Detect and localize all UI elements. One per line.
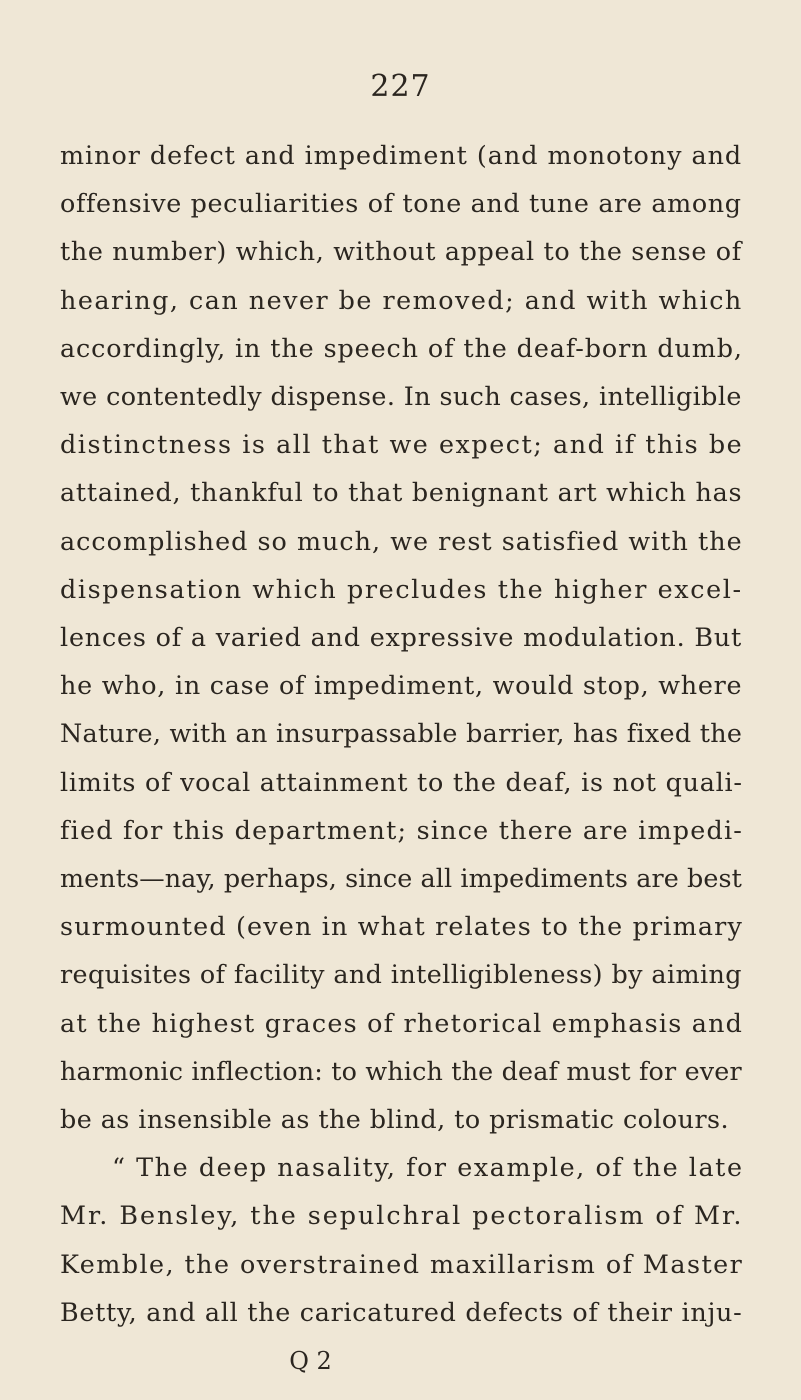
- text-line: surmounted (even in what relates to the primary: [60, 911, 743, 942]
- signature-mark: Q 2: [289, 1347, 332, 1375]
- text-line: requisites of facility and intelligibleness) by aiming: [60, 959, 742, 990]
- text-line: he who, in case of impediment, would stop, where: [60, 670, 743, 701]
- text-line: accordingly, in the speech of the deaf-born dumb,: [60, 332, 743, 363]
- text-line: at the highest graces of rhetorical emphasis and: [60, 1007, 744, 1038]
- text-line: limits of vocal attainment to the deaf, is not quali-: [60, 766, 743, 797]
- text-line: Kemble, the overstrained maxillarism of Master: [60, 1248, 744, 1279]
- text-line: the number) which, without appeal to the sense of: [60, 236, 742, 267]
- text-line: “ The deep nasality, for example, of the late: [112, 1152, 744, 1183]
- text-line: dispensation which precludes the higher excel-: [60, 573, 743, 604]
- text-line: hearing, can never be removed; and with which: [60, 284, 743, 315]
- page-number: 227: [370, 69, 431, 104]
- text-line: accomplished so much, we rest satisfied with the: [60, 525, 743, 556]
- text-line: fied for this department; since there are impedi-: [60, 814, 744, 845]
- text-line: be as insensible as the blind, to prismatic colours.: [60, 1104, 730, 1134]
- text-line: Mr. Bensley, the sepulchral pectoralism of Mr.: [60, 1200, 744, 1231]
- text-line: we contentedly dispense. In such cases, intelligible: [60, 381, 742, 411]
- text-line: ments—nay, perhaps, since all impediments are best: [60, 863, 742, 893]
- text-line: attained, thankful to that benignant art which has: [60, 477, 743, 508]
- text-line: Nature, with an insurpassable barrier, has fixed the: [60, 718, 743, 749]
- text-line: distinctness is all that we expect; and if this be: [60, 429, 744, 460]
- text-line: offensive peculiarities of tone and tune are among: [60, 188, 742, 219]
- text-line: lences of a varied and expressive modulation. But: [60, 622, 743, 652]
- text-line: minor defect and impediment (and monotony and: [60, 140, 743, 170]
- text-line: harmonic inflection: to which the deaf must for ever: [60, 1055, 742, 1086]
- text-line: Betty, and all the caricatured defects of their inju-: [60, 1296, 743, 1327]
